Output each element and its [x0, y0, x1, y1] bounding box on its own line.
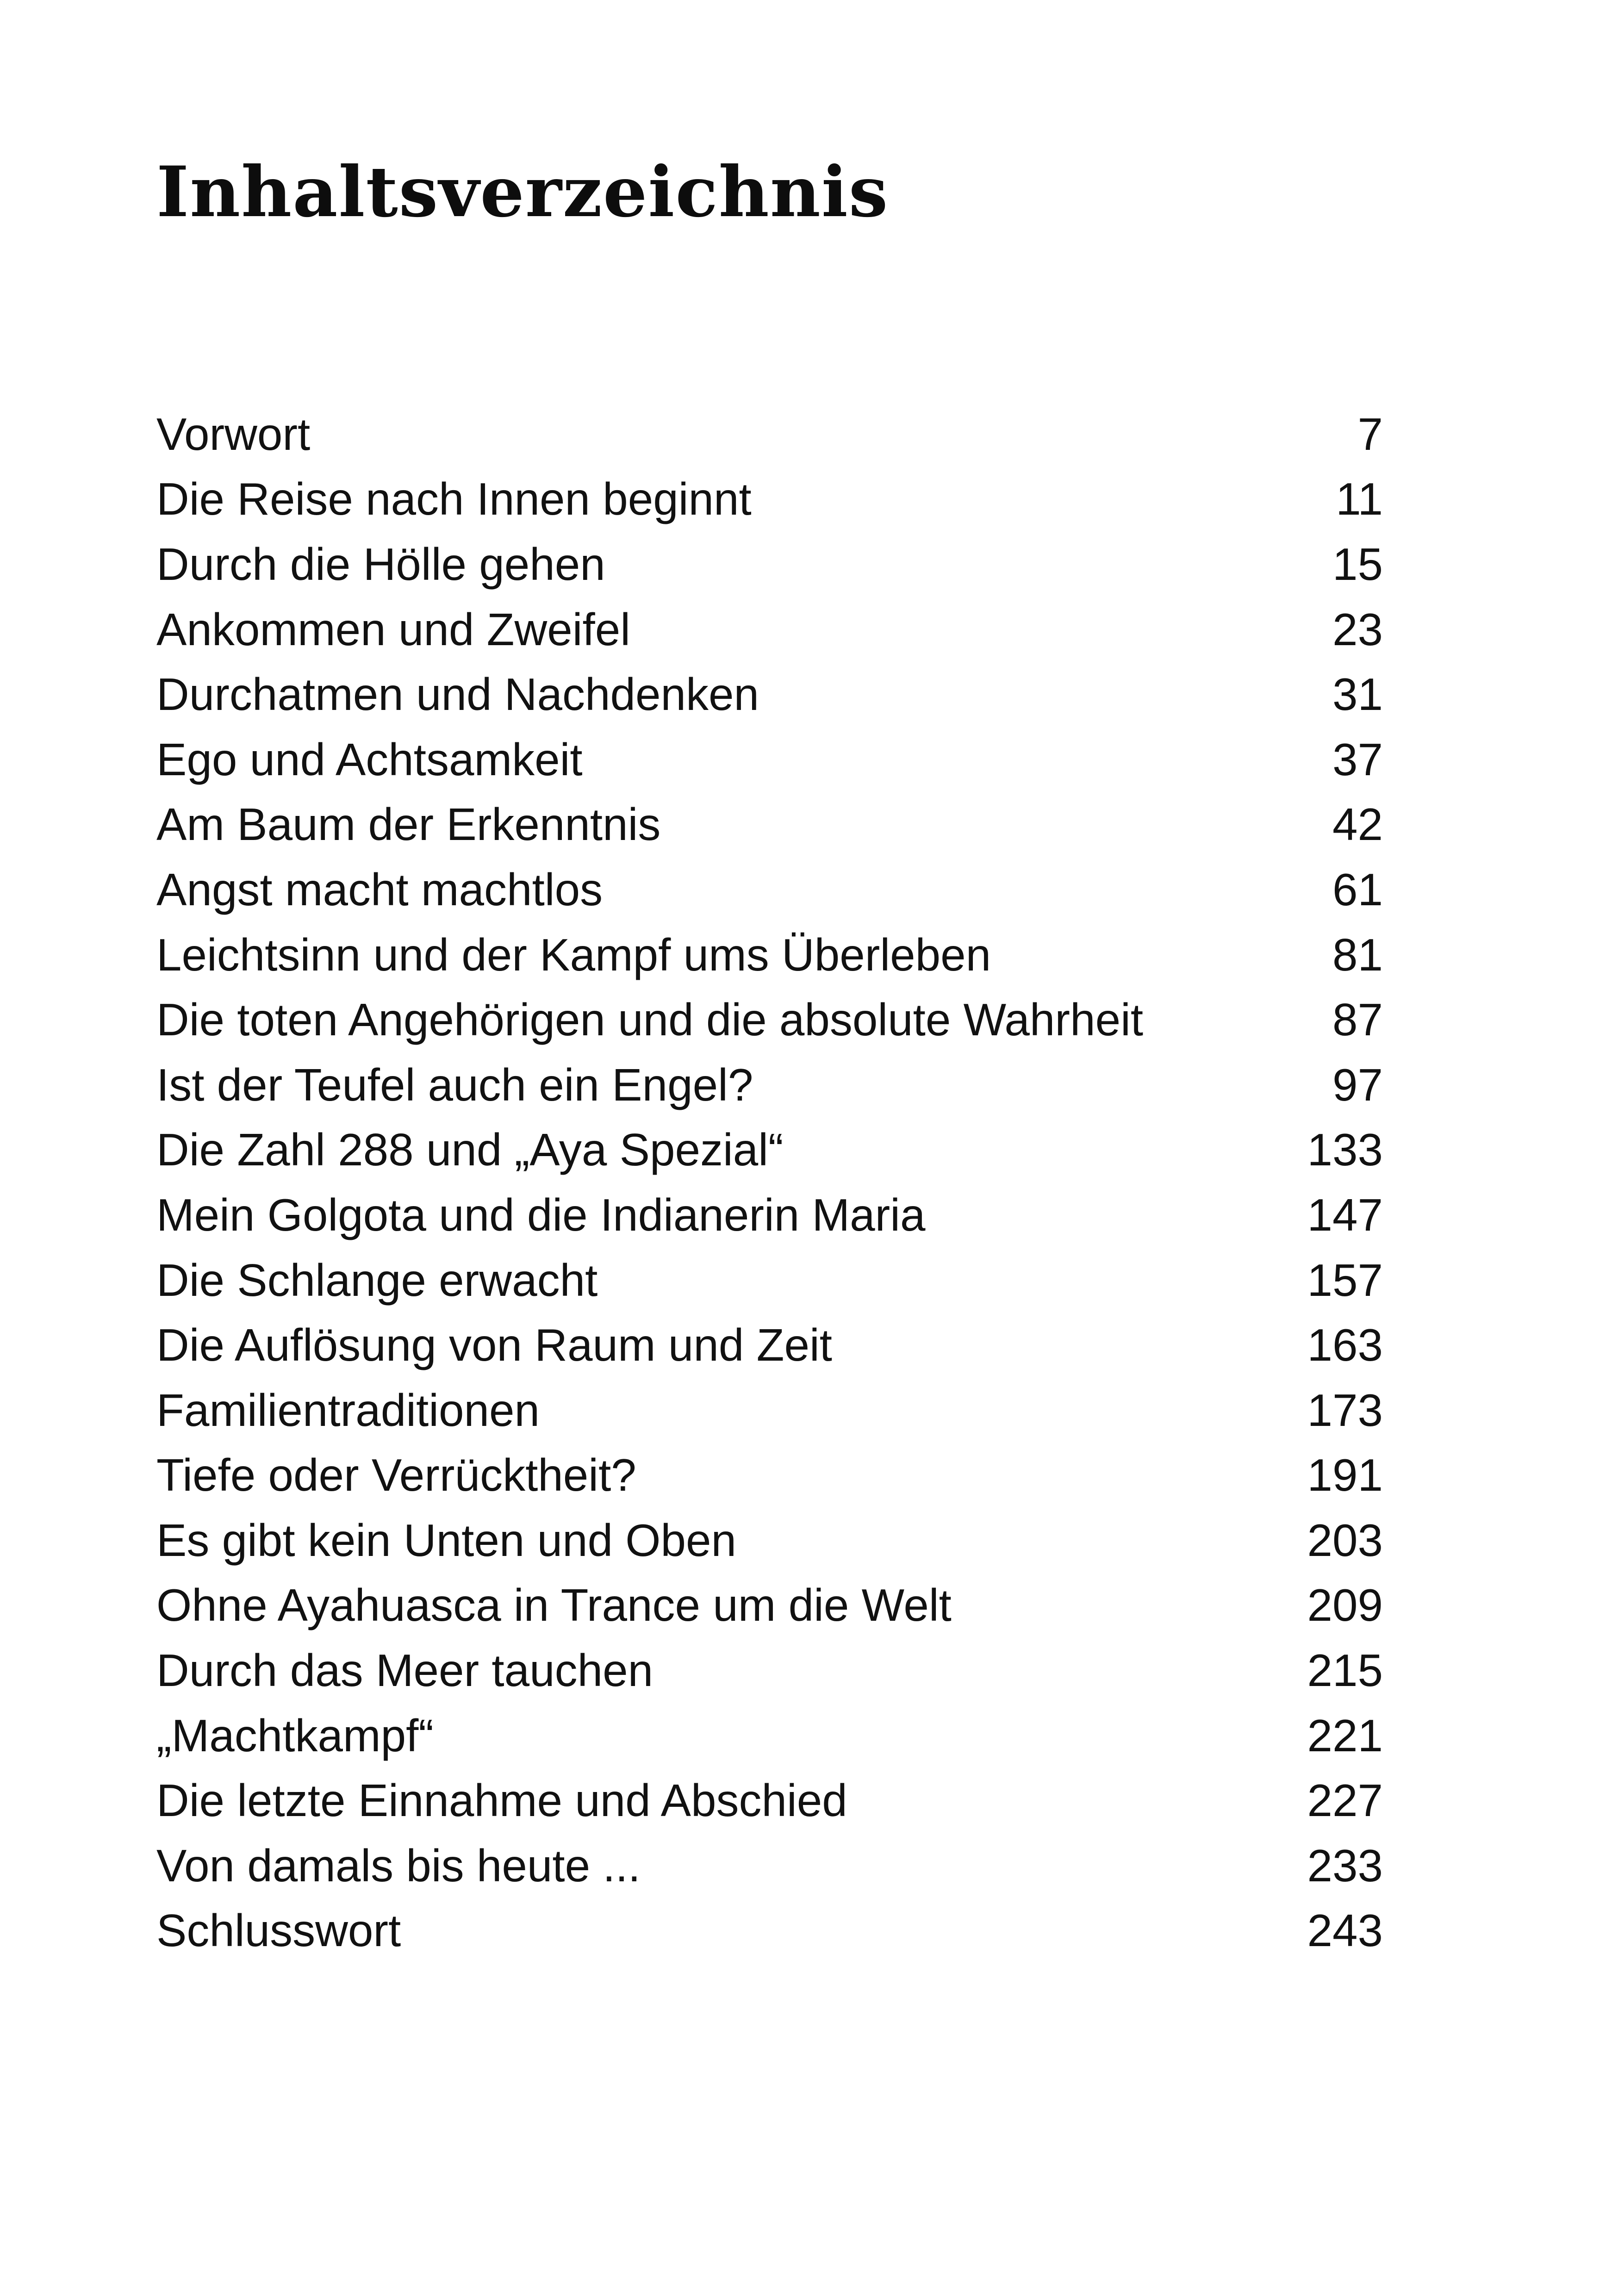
toc-entry — [156, 727, 1383, 792]
toc-entry-page-number: 61 — [1332, 864, 1383, 915]
toc-entry-page-number: 15 — [1332, 538, 1383, 590]
toc-entry-page-number: 23 — [1332, 604, 1383, 655]
toc-entry-page-number: 97 — [1332, 1059, 1383, 1110]
toc-entry-title: Ohne Ayahuasca in Trance um die Welt — [156, 1580, 952, 1631]
toc-entry-page-number: 173 — [1307, 1384, 1383, 1436]
toc-entry-page-number: 87 — [1332, 994, 1383, 1045]
toc-entry-page-number: 203 — [1307, 1514, 1383, 1566]
toc-entry-page-number: 221 — [1307, 1710, 1383, 1761]
toc-entry — [156, 467, 1383, 532]
toc-entry-title: Familientraditionen — [156, 1384, 540, 1436]
toc-entry — [156, 857, 1383, 922]
toc-entry-page-number: 81 — [1332, 929, 1383, 980]
toc-entry-page-number: 42 — [1332, 799, 1383, 850]
toc-entry-title: Vorwort — [156, 408, 311, 460]
toc-entry-page-number: 243 — [1307, 1905, 1383, 1956]
toc-entry — [156, 1768, 1383, 1833]
toc-entry-title: Die Zahl 288 und „Aya Spezial“ — [156, 1124, 784, 1176]
toc-entry-title: Angst macht machtlos — [156, 864, 603, 915]
toc-entry-title: Die Reise nach Innen beginnt — [156, 473, 752, 525]
toc-entry — [156, 1638, 1383, 1703]
toc-entry — [156, 1182, 1383, 1248]
toc-entry — [156, 662, 1383, 727]
toc-entry-title: Ist der Teufel auch ein Engel? — [156, 1059, 753, 1110]
toc-entry-title: Durch die Hölle gehen — [156, 538, 605, 590]
toc-entry-page-number: 227 — [1307, 1775, 1383, 1826]
toc-entry — [156, 1898, 1383, 1964]
toc-entry-page-number: 11 — [1336, 473, 1383, 525]
toc-entry — [156, 987, 1383, 1052]
toc-entry-page-number: 163 — [1307, 1319, 1383, 1371]
toc-entry-title: Mein Golgota und die Indianerin Maria — [156, 1189, 926, 1240]
toc-entry — [156, 1508, 1383, 1573]
toc-entry-title: Die Auflösung von Raum und Zeit — [156, 1319, 832, 1371]
toc-entry — [156, 1052, 1383, 1118]
toc-entry-page-number: 215 — [1307, 1645, 1383, 1696]
toc-entry-page-number: 31 — [1332, 669, 1383, 720]
toc-entry-title: Von damals bis heute ... — [156, 1840, 641, 1891]
toc-entry — [156, 1573, 1383, 1638]
toc-entry-page-number: 7 — [1357, 408, 1383, 460]
toc-entry-page-number: 233 — [1307, 1840, 1383, 1891]
toc-entry-title: Die letzte Einnahme und Abschied — [156, 1775, 847, 1826]
toc-entry-page-number: 37 — [1332, 734, 1383, 785]
toc-entry-title: Es gibt kein Unten und Oben — [156, 1514, 737, 1566]
toc-entry — [156, 1833, 1383, 1898]
toc-entry — [156, 1313, 1383, 1378]
toc-entry-title: Tiefe oder Verrücktheit? — [156, 1450, 636, 1501]
toc-entry-title: Die toten Angehörigen und die absolute Wahrheit — [156, 994, 1144, 1045]
toc-entry — [156, 1443, 1383, 1508]
toc-entry — [156, 792, 1383, 858]
toc-entry-title: Schlusswort — [156, 1905, 401, 1956]
toc-entry-title: Am Baum der Erkenntnis — [156, 799, 661, 850]
toc-entry-page-number: 209 — [1307, 1580, 1383, 1631]
toc-entry-page-number: 133 — [1307, 1124, 1383, 1176]
table-of-contents — [156, 402, 1383, 1963]
toc-entry — [156, 402, 1383, 467]
page-title: Inhaltsverzeichnis — [156, 151, 889, 233]
toc-entry-title: Ego und Achtsamkeit — [156, 734, 583, 785]
toc-entry-title: Leichtsinn und der Kampf ums Überleben — [156, 929, 991, 980]
toc-entry — [156, 1703, 1383, 1768]
toc-entry-page-number: 157 — [1307, 1254, 1383, 1306]
toc-entry — [156, 1248, 1383, 1313]
toc-entry — [156, 532, 1383, 597]
toc-entry-title: Ankommen und Zweifel — [156, 604, 631, 655]
toc-entry-page-number: 147 — [1307, 1189, 1383, 1240]
toc-entry-page-number: 191 — [1307, 1450, 1383, 1501]
toc-entry — [156, 597, 1383, 662]
toc-entry — [156, 1118, 1383, 1183]
toc-entry-title: Durch das Meer tauchen — [156, 1645, 653, 1696]
toc-entry — [156, 922, 1383, 988]
toc-entry — [156, 1378, 1383, 1443]
toc-entry-title: „Machtkampf“ — [156, 1710, 434, 1761]
toc-entry-title: Die Schlange erwacht — [156, 1254, 598, 1306]
toc-entry-title: Durchatmen und Nachdenken — [156, 669, 759, 720]
